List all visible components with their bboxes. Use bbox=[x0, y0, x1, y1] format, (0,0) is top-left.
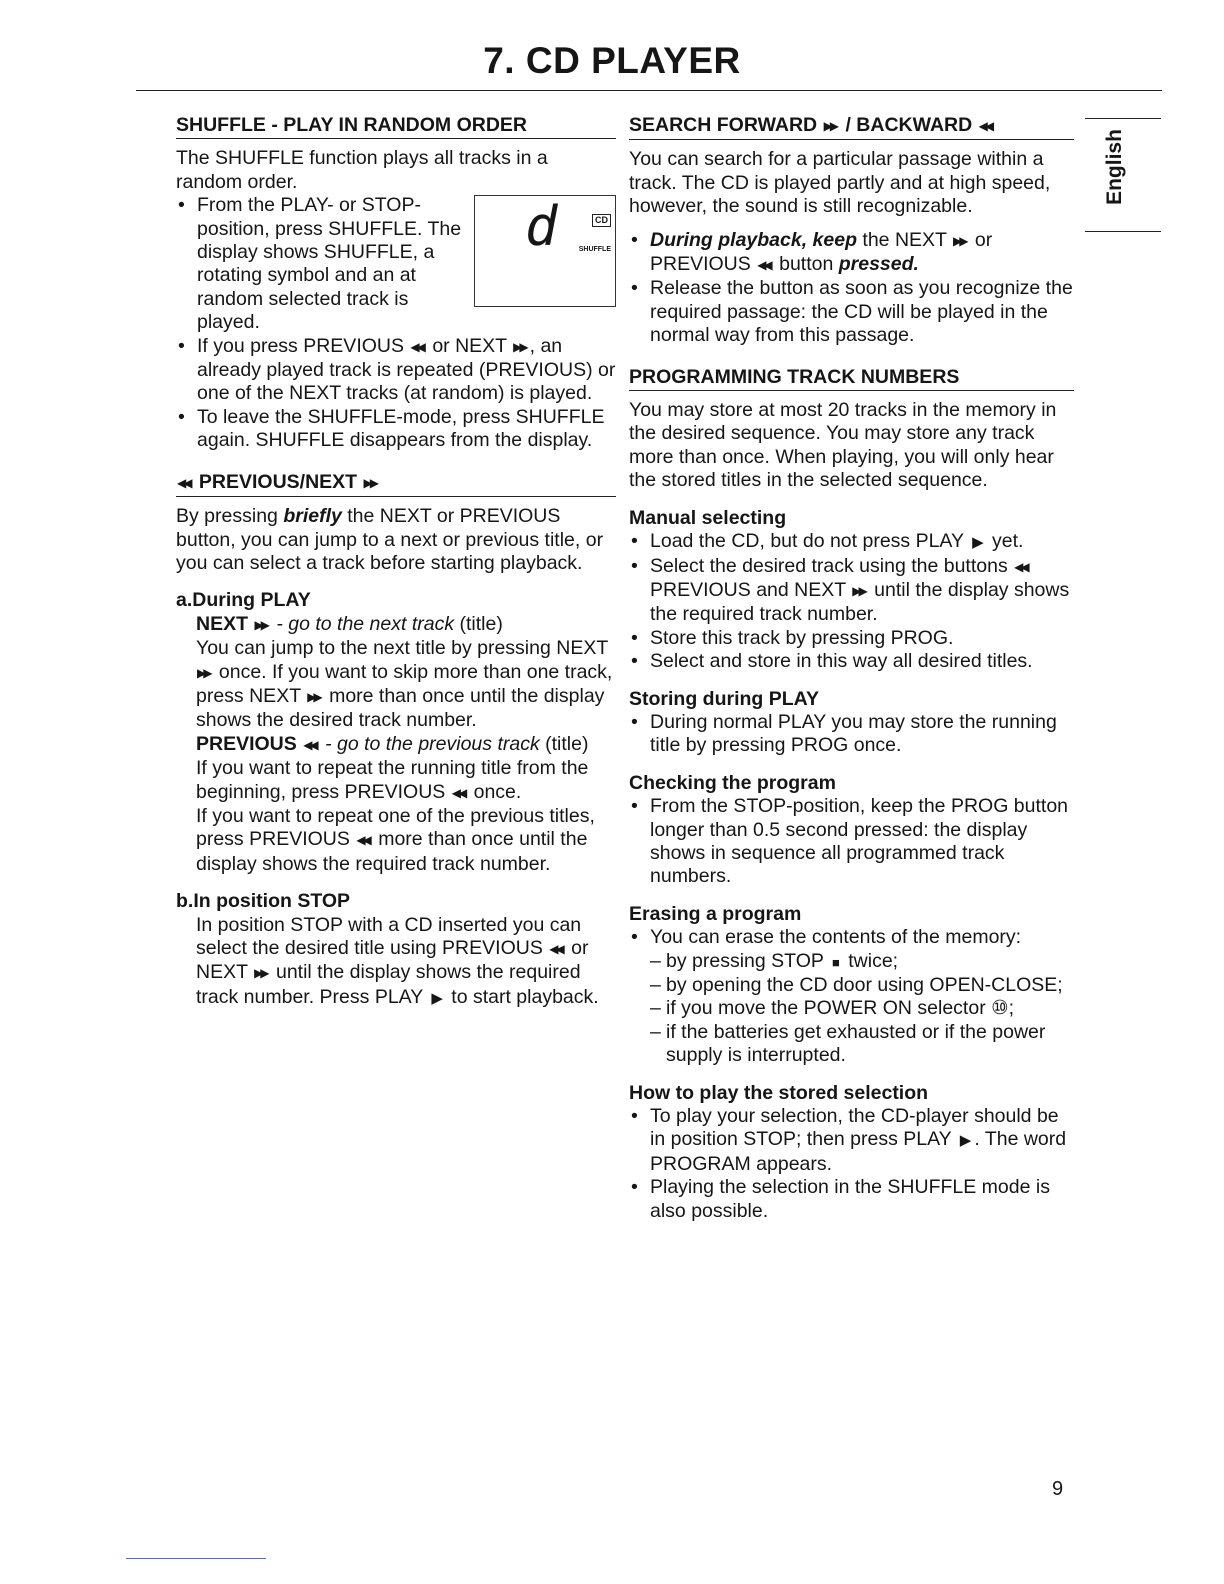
list-item bbox=[650, 950, 1074, 974]
text: . bbox=[974, 1128, 980, 1151]
text: once. If you want to skip more than one track, press NEXT bbox=[196, 660, 613, 707]
text: until the display shows the required track number. Press PLAY bbox=[196, 961, 581, 1008]
shuffle-display-illustration bbox=[474, 195, 616, 307]
heading-text: SEARCH FORWARD bbox=[629, 114, 818, 136]
play-icon: ▶ bbox=[431, 989, 443, 1007]
text: or PREVIOUS bbox=[650, 228, 993, 276]
howto-list bbox=[629, 1105, 1074, 1223]
previous-track-icon: ◀◀ bbox=[410, 339, 423, 354]
list-item bbox=[629, 650, 1074, 673]
checking-list bbox=[629, 795, 1074, 889]
next-track-icon: ▶▶ bbox=[852, 583, 865, 598]
left-column bbox=[176, 108, 616, 1010]
emphasis: pressed. bbox=[838, 253, 919, 276]
next-track-icon: ▶▶ bbox=[363, 475, 376, 490]
erasing-sublist bbox=[650, 950, 1074, 1068]
list-item bbox=[629, 277, 1074, 347]
shuffle-intro: The SHUFFLE function plays all tracks in a random order. bbox=[176, 147, 548, 193]
text: If you press PREVIOUS bbox=[197, 334, 404, 357]
in-stop-heading: b.In position STOP bbox=[176, 890, 351, 913]
previous-track-icon: ◀◀ bbox=[1014, 559, 1027, 574]
play-icon: ▶ bbox=[959, 1132, 972, 1150]
page-title: 7. CD PLAYER bbox=[483, 40, 741, 81]
next-description bbox=[196, 637, 616, 733]
text: You can erase the contents of the memory: bbox=[650, 926, 1022, 949]
programming-intro: You may store at most 20 tracks in the memory in the desired sequence. You may store any track more than once. When playing, you will only hear the stored titles in the selected sequence. bbox=[629, 399, 1057, 492]
previous-track-icon: ◀◀ bbox=[303, 737, 316, 752]
text: Store this track by pressing PROG. bbox=[650, 626, 954, 649]
during-play-block bbox=[176, 613, 616, 876]
text: more than once until the display shows the desired track number. bbox=[196, 684, 605, 732]
previous-track-icon: ◀◀ bbox=[757, 258, 770, 273]
text: the NEXT or PREVIOUS button, you can jump to a next or previous title, or you can select a track before starting playback. bbox=[176, 505, 604, 574]
during-play-heading: a.During PLAY bbox=[176, 589, 311, 612]
erasing-heading: Erasing a program bbox=[629, 902, 802, 925]
manual-selecting-list bbox=[629, 530, 1074, 673]
heading-text: / BACKWARD bbox=[845, 114, 973, 136]
text: the NEXT bbox=[862, 228, 947, 251]
text: by pressing STOP bbox=[666, 949, 824, 972]
search-intro: You can search for a particular passage within a track. The CD is played partly and at high speed, however, the sound is still recognizable. bbox=[629, 148, 1051, 218]
checking-heading: Checking the program bbox=[629, 771, 836, 794]
text: or NEXT bbox=[432, 334, 507, 357]
text: From the STOP-position, keep the PROG button longer than 0.5 second pressed: the display shows in sequence all programmed track numbers. bbox=[650, 795, 1069, 888]
previous-track-icon: ◀◀ bbox=[177, 475, 190, 490]
previous-track-icon: ◀◀ bbox=[356, 833, 369, 848]
next-track-icon: ▶▶ bbox=[513, 339, 526, 354]
text: You can jump to the next title by pressing NEXT bbox=[196, 637, 608, 660]
emphasis: - go to the next track bbox=[276, 612, 455, 635]
prevnext-intro bbox=[176, 505, 616, 575]
previous-line bbox=[196, 733, 616, 757]
next-track-icon: ▶▶ bbox=[197, 665, 210, 680]
page-number: 9 bbox=[1052, 1478, 1064, 1500]
list-item bbox=[650, 1021, 1074, 1068]
in-stop-text bbox=[176, 914, 616, 1011]
storing-list bbox=[629, 711, 1074, 758]
text: Playing the selection in the SHUFFLE mode is also possible. bbox=[650, 1176, 1050, 1222]
next-track-icon: ▶▶ bbox=[254, 617, 267, 632]
text: The word PROGRAM appears. bbox=[650, 1128, 1067, 1175]
label: NEXT bbox=[196, 612, 249, 635]
text: Select and store in this way all desired titles. bbox=[650, 650, 1033, 673]
selector-reference: ⑩ bbox=[991, 997, 1009, 1020]
text: , an already played track is repeated (PREVIOUS) or one of the NEXT tracks (at random) is played. bbox=[197, 334, 616, 405]
list-item bbox=[176, 406, 616, 453]
programming-heading: PROGRAMMING TRACK NUMBERS bbox=[629, 360, 1074, 391]
label: PREVIOUS bbox=[196, 732, 297, 755]
next-line bbox=[196, 613, 616, 637]
text: ; bbox=[1008, 997, 1015, 1020]
display-cd-label: CD bbox=[592, 214, 611, 227]
text: (title) bbox=[459, 612, 503, 635]
list-item bbox=[629, 795, 1074, 889]
previous-track-icon: ◀◀ bbox=[978, 119, 992, 133]
next-track-icon: ▶▶ bbox=[823, 119, 837, 133]
search-list bbox=[629, 229, 1074, 348]
text: In position STOP with a CD inserted you can select the desired title using PREVIOUS bbox=[196, 913, 582, 959]
list-item bbox=[629, 926, 1074, 1067]
language-tab bbox=[1085, 118, 1161, 232]
erasing-list bbox=[629, 926, 1074, 1067]
list-item bbox=[176, 335, 616, 406]
list-item bbox=[629, 1176, 1074, 1223]
text: If you want to repeat one of the previous titles, press PREVIOUS bbox=[196, 804, 595, 851]
next-track-icon: ▶▶ bbox=[307, 689, 320, 704]
search-heading bbox=[629, 108, 1074, 140]
header-rule bbox=[136, 90, 1162, 91]
text: By pressing bbox=[176, 505, 278, 528]
shuffle-list bbox=[176, 194, 616, 452]
text: more than once until the display shows the required track number. bbox=[196, 828, 588, 875]
text: until the display shows the required track number. bbox=[650, 578, 1070, 626]
emphasis: - go to the previous track bbox=[325, 732, 540, 755]
text: yet. bbox=[992, 530, 1024, 553]
play-icon: ▶ bbox=[972, 534, 984, 552]
text: to start playback. bbox=[451, 985, 599, 1008]
shuffle-heading: SHUFFLE - PLAY IN RANDOM ORDER bbox=[176, 108, 616, 139]
text: once. bbox=[473, 780, 522, 803]
text: To leave the SHUFFLE-mode, press SHUFFLE again. SHUFFLE disappears from the display. bbox=[197, 405, 605, 452]
text: or NEXT bbox=[196, 937, 589, 984]
shuffle-step-text: From the PLAY- or STOP-position, press SHUFFLE. The display shows SHUFFLE, a rotating symbol and an at random selected track is played. bbox=[197, 194, 462, 334]
bottom-rule bbox=[126, 1558, 266, 1559]
text: Release the button as soon as you recognize the required passage: the CD will be played in the normal way from this passage. bbox=[650, 277, 1073, 347]
list-item bbox=[629, 1105, 1074, 1176]
manual-selecting-heading: Manual selecting bbox=[629, 506, 787, 529]
list-item bbox=[176, 194, 616, 334]
storing-heading: Storing during PLAY bbox=[629, 687, 819, 710]
list-item bbox=[629, 627, 1074, 650]
text: button bbox=[779, 253, 834, 276]
text: PREVIOUS and NEXT bbox=[650, 578, 846, 601]
text: (title) bbox=[545, 732, 589, 755]
previous-track-icon: ◀◀ bbox=[549, 942, 562, 956]
previous-track-icon: ◀◀ bbox=[451, 785, 465, 800]
previous-description bbox=[196, 757, 616, 805]
language-label: English bbox=[1102, 129, 1126, 205]
list-item bbox=[650, 974, 1074, 997]
right-column bbox=[629, 108, 1074, 1223]
text: If you want to repeat the running title from the beginning, press PREVIOUS bbox=[196, 757, 589, 803]
list-item bbox=[629, 530, 1074, 554]
text: twice; bbox=[848, 949, 899, 972]
text: if you move the POWER ON selector bbox=[666, 997, 986, 1020]
text: Select the desired track using the buttons bbox=[650, 554, 1008, 577]
next-track-icon: ▶▶ bbox=[953, 233, 966, 248]
text: Load the CD, but do not press PLAY bbox=[650, 530, 964, 553]
text: by opening the CD door using OPEN-CLOSE; bbox=[666, 974, 1063, 996]
previous-description-more bbox=[196, 805, 616, 876]
stop-icon: ■ bbox=[831, 954, 840, 970]
emphasis: briefly bbox=[283, 505, 342, 528]
text: During normal PLAY you may store the running title by pressing PROG once. bbox=[650, 710, 1057, 757]
prevnext-heading bbox=[176, 465, 616, 497]
text: To play your selection, the CD-player should be in position STOP; then press PLAY bbox=[650, 1105, 1059, 1151]
display-digit: • d bbox=[525, 195, 558, 259]
list-item bbox=[629, 555, 1074, 627]
display-shuffle-label: SHUFFLE bbox=[578, 246, 611, 254]
heading-text: PREVIOUS/NEXT bbox=[198, 470, 358, 493]
list-item bbox=[650, 997, 1074, 1020]
howto-heading: How to play the stored selection bbox=[629, 1081, 929, 1104]
next-track-icon: ▶▶ bbox=[254, 966, 267, 981]
emphasis: During playback, keep bbox=[650, 228, 857, 251]
list-item bbox=[629, 711, 1074, 758]
list-item bbox=[629, 229, 1074, 278]
text: if the batteries get exhausted or if the power supply is interrupted. bbox=[666, 1020, 1046, 1067]
